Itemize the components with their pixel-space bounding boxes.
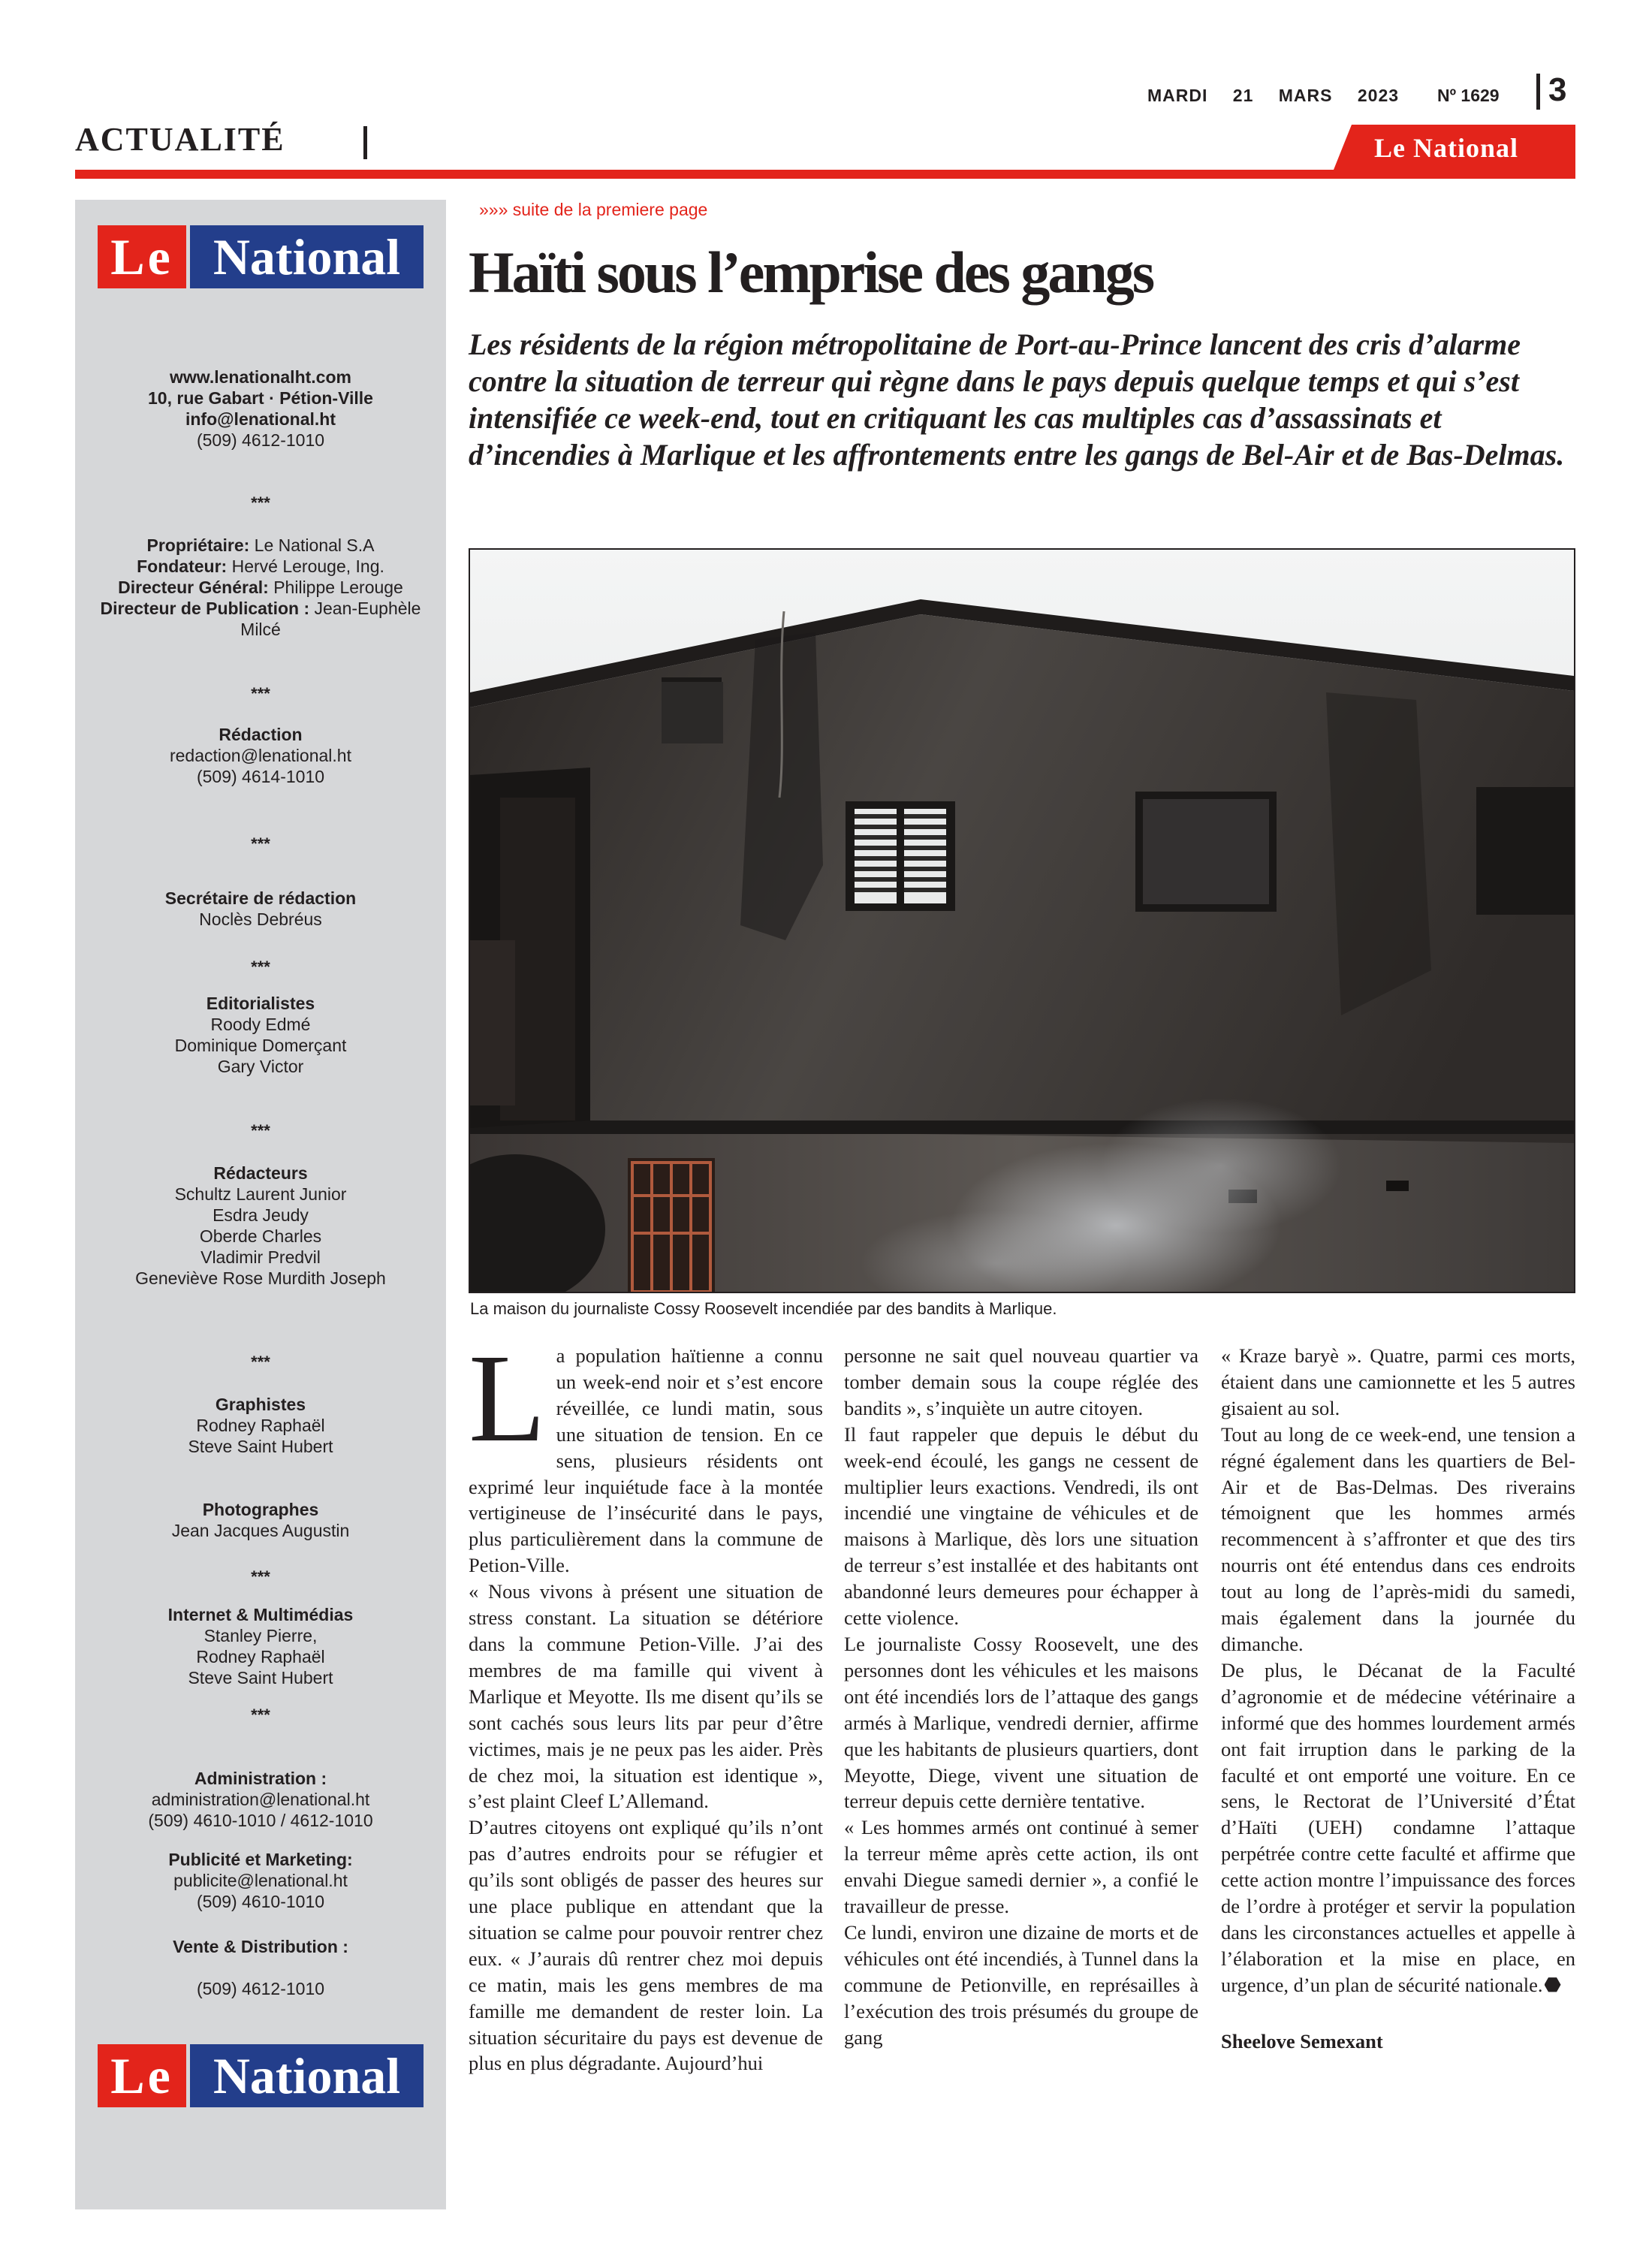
paragraph: « Nous vivons à présent une situation de stress constant. La situation se détériore dans la commune Petion-Ville. J’ai des membres de ma famille qui vivent à Marlique et Meyotte. Ils me disent qu’ils se sont cachés sous leurs lits par peur d’être victimes, mais je ne peux pas les aider. Près de chez moi, la situation est identique », s’est plaint Cleef L’Allemand. (469, 1580, 823, 1813)
author-byline: Sheelove Semexant (1221, 2029, 1383, 2052)
editorialist: Roody Edmé (210, 1015, 311, 1034)
editor: Oberde Charles (199, 1226, 322, 1246)
photographers-label: Photographes (202, 1500, 319, 1519)
redaction-phone: (509) 4614-1010 (196, 767, 325, 786)
issue-number: Nº 1629 (1437, 86, 1500, 105)
article-standfirst: Les résidents de la région métropolitaine de Port-au-Prince lancent des cris d’alarme contre la situation de terreur qui règne dans le pays depuis quelque temps et qui s’est intensifiée ce week-end, tout en critiquant les cas multiples cas d’assassinats et d’incendies à Marlique et les affrontements entre les gangs de Bel-Air et de Bas-Delmas. (469, 327, 1565, 472)
date-number: 21 (1232, 86, 1254, 105)
editor: Vladimir Predvil (200, 1247, 321, 1267)
header-rule (75, 170, 1575, 179)
issue-date (1147, 86, 1418, 106)
admin-phone: (509) 4610-1010 / 4612-1010 (148, 1811, 373, 1830)
founder-label: Fondateur: (137, 556, 228, 576)
page-number: 3 (1548, 71, 1567, 108)
paragraph: « Kraze baryè ». Quatre, parmi ces morts, étaient dans une camionnette et les 5 autres gisaient au sol. (1221, 1344, 1575, 1419)
paragraph: Tout au long de ce week-end, une tension a régné également dans les quartiers de Bel-Air et de Bas-Delmas. Des riverains témoignent que les hommes armés recommencent à s’affronter et que des tirs nourris ont été entendus dans ces endroits tout au long de l’après-midi du samedi, mais également dans la journée du dimanche. (1221, 1422, 1575, 1655)
paragraph: Ce lundi, environ une dizaine de morts et de véhicules ont été incendiés, à Tunnel dans la commune de Petionville, en représailles à l’exécution des trois présumés du groupe de gang (844, 1920, 1198, 2049)
graphists-block (83, 1394, 439, 1457)
paragraph: Le journaliste Cossy Roosevelt, une des personnes dont les véhicules et les maisons ont été incendiés lors de l’attaque des gangs armés à Marlique, vendredi dernier, affirme que les habitants de plusieurs quartiers, dont Meyotte, Diege, vivent une situation de terreur depuis cette dernière tentative. (844, 1632, 1198, 1813)
photographer: Jean Jacques Augustin (171, 1521, 350, 1540)
editorialist: Dominique Domerçant (174, 1036, 347, 1055)
article-headline: Haïti sous l’emprise des gangs (469, 240, 1153, 305)
end-of-article-icon (1545, 1977, 1561, 1993)
director-label: Directeur Général: (118, 578, 269, 597)
admin-label: Administration : (194, 1769, 327, 1788)
paragraph-final (1221, 1657, 1575, 1998)
secretary-block (83, 888, 439, 930)
marketing-block (83, 1849, 439, 1912)
pub-director-label: Directeur de Publication : (100, 599, 310, 618)
internet-member: Stanley Pierre, (203, 1626, 318, 1645)
admin-block (83, 1768, 439, 1831)
brand-tab-label: Le National (1374, 133, 1519, 163)
redaction-block (83, 724, 439, 787)
separator: *** (251, 958, 270, 976)
website-link[interactable]: www.lenationalht.com (170, 367, 351, 387)
photo-caption: La maison du journaliste Cossy Roosevelt incendiée par des bandits à Marlique. (470, 1299, 1057, 1318)
article-column-2 (844, 1343, 1198, 2050)
editor: Esdra Jeudy (213, 1205, 309, 1225)
graphist: Rodney Raphaël (196, 1416, 325, 1435)
editor: Geneviève Rose Murdith Joseph (135, 1268, 386, 1288)
burned-house-photo (469, 548, 1575, 1293)
graphists-label: Graphistes (215, 1395, 306, 1414)
drop-cap: L (469, 1329, 546, 1468)
article-column-1 (469, 1329, 823, 2077)
marketing-email[interactable]: publicite@lenational.ht (173, 1871, 348, 1890)
editorialists-label: Editorialistes (206, 994, 315, 1013)
separator: *** (251, 1567, 270, 1586)
director: Philippe Lerouge (273, 578, 403, 597)
louvered-window (662, 682, 723, 743)
continuation-kicker: »»» suite de la premiere page (479, 200, 708, 219)
logo-le: Le (98, 2044, 186, 2107)
separator: *** (251, 1353, 270, 1371)
internet-member: Rodney Raphaël (196, 1647, 325, 1666)
paragraph: a population haïtienne a connu un week-end noir et s’est encore réveillée, ce lundi matin, sous une situation de tension. En ce sens, plusieurs résidents ont exprimé leur inquiétude face à la montée vertigineuse de l’insécurité dans le pays, plus particulièrement dans la commune de Petion-Ville. (469, 1344, 823, 1577)
section-title: ACTUALITÉ (75, 121, 285, 158)
separator: *** (251, 1706, 270, 1724)
admin-email[interactable]: administration@lenational.ht (151, 1790, 370, 1809)
date-year: 2023 (1357, 86, 1400, 105)
date-day: MARDI (1147, 86, 1208, 105)
sales-block (83, 1936, 439, 1999)
secretary-label: Secrétaire de rédaction (164, 888, 357, 908)
editors-block (83, 1163, 439, 1289)
address: 10, rue Gabart · Pétion-Ville (148, 388, 373, 408)
owner: Le National S.A (254, 535, 375, 555)
date-month: MARS (1278, 86, 1333, 105)
paragraph: Il faut rappeler que depuis le début du week-end écoulé, les gangs ne cessent de multiplier leurs exactions. Vendredi, ils ont incendié une vingtaine de véhicules et de maisons à Marlique, dès lors une situation de terreur s’est installée et des habitants ont abandonné leurs demeures pour échapper à cette violence. (844, 1422, 1198, 1630)
contact-block (83, 366, 439, 451)
editorialists-block (83, 993, 439, 1077)
logo-national: National (190, 2044, 424, 2107)
editors-label: Rédacteurs (213, 1163, 308, 1183)
logo-le: Le (98, 225, 186, 288)
separator: *** (251, 684, 270, 703)
sales-label: Vente & Distribution : (173, 1937, 348, 1956)
page-number-divider (1536, 74, 1540, 110)
paragraph: D’autres citoyens ont expliqué qu’ils n’ont pas d’autres endroits pour se réfugier et qu’ils sont obligés de passer des heures sur une place publique en attendant que la situation se calme pour pouvoir rentrer chez eux. « J’aurais dû rentrer chez moi depuis ce matin, mais les gens membres de ma famille me demandent de rester loin. La situation sécuritaire du pays est devenue de plus en plus dégradante. Aujourd’hui (469, 1816, 823, 2075)
editorialist: Gary Victor (217, 1057, 304, 1076)
separator: *** (251, 1121, 270, 1140)
graphist: Steve Saint Hubert (188, 1437, 333, 1456)
separator: *** (251, 834, 270, 853)
marketing-phone: (509) 4610-1010 (196, 1892, 325, 1911)
sales-phone: (509) 4612-1010 (196, 1979, 325, 1998)
paragraph: personne ne sait quel nouveau quartier va tomber demain sous la coupe réglée des bandits », s’inquiète un autre citoyen. (844, 1344, 1198, 1419)
phone: (509) 4612-1010 (196, 430, 325, 450)
redaction-email[interactable]: redaction@lenational.ht (169, 746, 351, 765)
ownership-block (83, 535, 439, 640)
masthead-sidebar (75, 200, 446, 2209)
email-link[interactable]: info@lenational.ht (185, 409, 336, 429)
founder: Hervé Lerouge, Ing. (231, 556, 384, 576)
section-title-divider (363, 126, 367, 159)
editor: Schultz Laurent Junior (174, 1184, 347, 1204)
le-national-logo (98, 225, 424, 288)
redaction-label: Rédaction (219, 725, 303, 744)
paragraph: « Les hommes armés ont continué à semer la terreur même après cette action, ils ont envahi Diegue samedi dernier », a confié le travailleur de presse. (844, 1816, 1198, 1918)
le-national-logo (98, 2044, 424, 2107)
internet-member: Steve Saint Hubert (188, 1668, 333, 1687)
article-column-3 (1221, 1343, 1575, 2055)
separator: *** (251, 493, 270, 512)
secretary: Noclès Debréus (199, 909, 322, 929)
internet-label: Internet & Multimédias (167, 1605, 354, 1624)
pub-director: Jean-Euphèle Milcé (240, 599, 421, 639)
logo-national: National (190, 225, 424, 288)
photographers-block (83, 1499, 439, 1541)
internet-block (83, 1604, 439, 1688)
marketing-label: Publicité et Marketing: (168, 1850, 353, 1869)
paragraph-text: De plus, le Décanat de la Faculté d’agronomie et de médecine vétérinaire a informé que des hommes lourdement armés ont fait irruption dans le parking de la faculté et ont emporté une voiture. En ce sens, le Rectorat de l’Université d’État d’Haïti (UEH) condamne l’attaque perpétrée contre cette faculté et affirme que cette action montre l’impuissance des forces de l’ordre à protéger et servir la population dans les circonstances actuelles et appelle à l’élaboration et la mise en place, en urgence, d’un plan de sécurité nationale. (1221, 1658, 1575, 1996)
owner-label: Propriétaire: (146, 535, 250, 555)
